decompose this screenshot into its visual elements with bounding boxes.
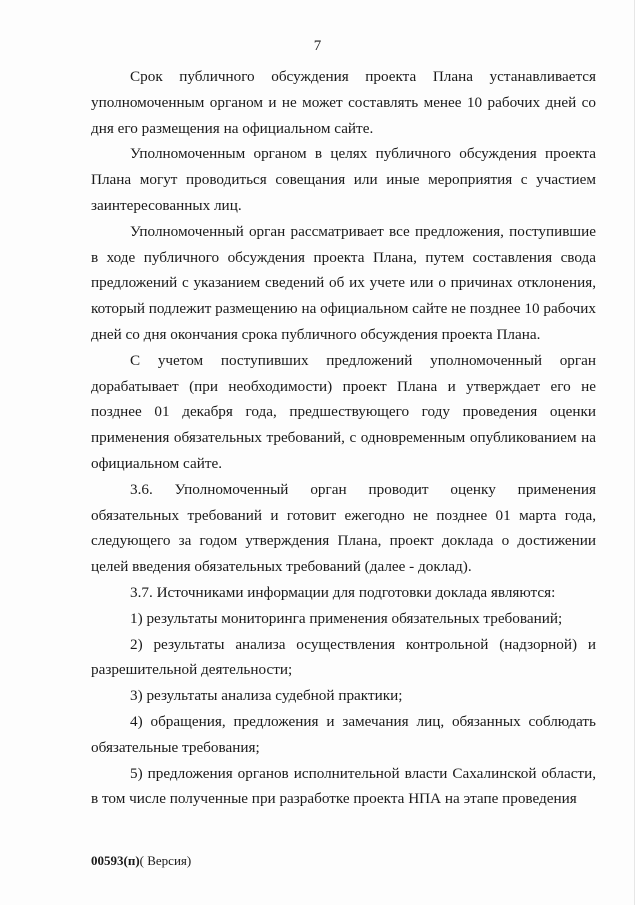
page-number: 7 [313,38,322,54]
paragraph-discussion-term: Срок публичного обсуждения проекта Плана устанавливается уполномоченным органом и не может составлять менее 10 рабочих дней со дня его размещения на официальном сайте. [91,68,596,137]
list-item-1: 1) результаты мониторинга применения обязательных требований; [130,609,563,627]
list-item-3: 3) результаты анализа судебной практики; [130,687,403,705]
document-footer [91,853,191,869]
paragraph-3-6: 3.6. Уполномоченный орган проводит оценку применения обязательных требований и готовит ежегодно не позднее 01 марта года, следующего за годом утверждения Плана, проект доклада о достижении целей введения обязательных требований (далее - доклад). [91,480,596,576]
list-item-5: 5) предложения органов исполнительной власти Сахалинской области, в том числе полученные при разработке проекта НПА на этапе проведения [91,764,596,808]
document-code: 00593(п) [91,853,140,868]
paragraph-plan-approval: С учетом поступивших предложений уполномоченный орган дорабатывает (при необходимости) проект Плана и утверждает его не позднее 01 декабря года, предшествующего году проведения оценки применения обязательных требований, с одновременным опубликованием на официальном сайте. [91,351,596,472]
document-version: ( Версия) [139,853,192,868]
list-item-2: 2) результаты анализа осуществления контрольной (надзорной) и разрешительной деятельности; [91,635,596,679]
list-item-4: 4) обращения, предложения и замечания лиц, обязанных соблюдать обязательные требования; [91,712,596,756]
document-body [91,64,596,812]
paragraph-3-7: 3.7. Источниками информации для подготовки доклада являются: [130,583,556,601]
paragraph-proposals-review: Уполномоченный орган рассматривает все предложения, поступившие в ходе публичного обсуждения проекта Плана, путем составления свода предложений с указанием сведений об их учете или о причинах отклонения, который подлежит размещению на официальном сайте не позднее 10 рабочих дней со дня окончания срока публичного обсуждения проекта Плана. [91,222,596,343]
paragraph-meetings: Уполномоченным органом в целях публичного обсуждения проекта Плана могут проводиться совещания или иные мероприятия с участием заинтересованных лиц. [91,145,596,214]
